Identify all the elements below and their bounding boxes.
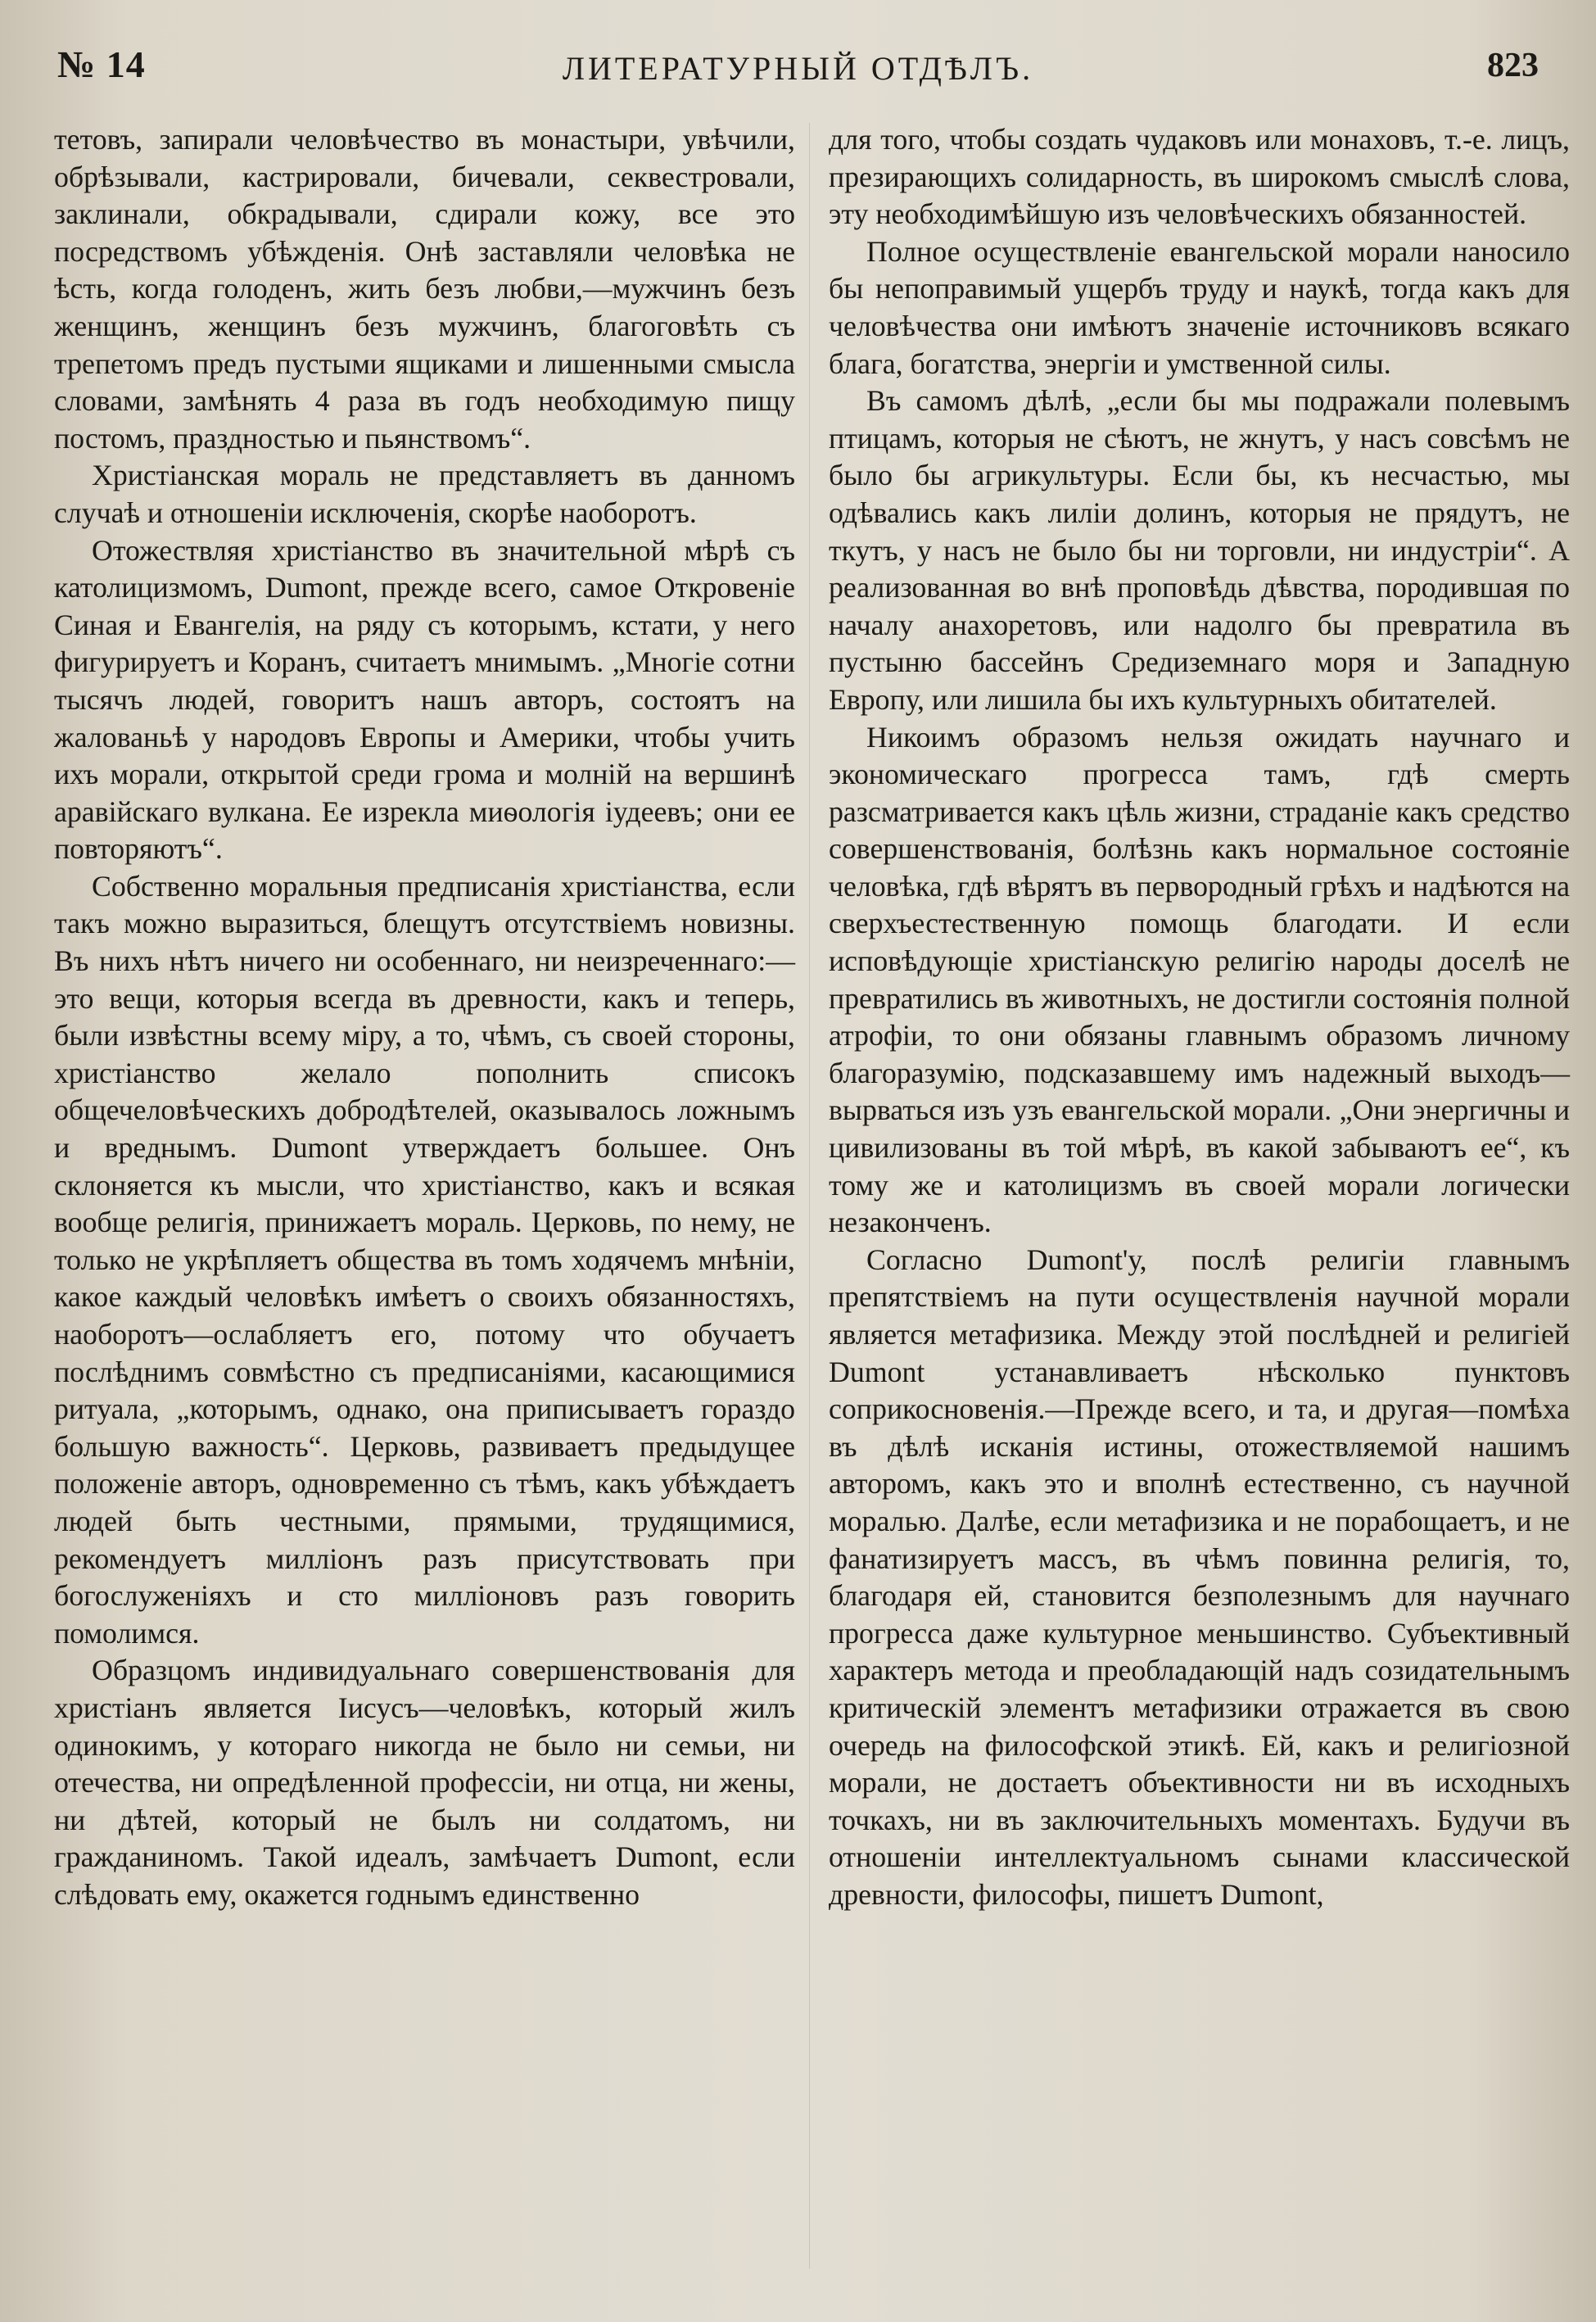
paragraph: Образцомъ индивидуальнаго совершенствованія для христіанъ является Іисусъ—человѣкъ, который жилъ одинокимъ, у котораго никогда не было ни семьи, ни отечества, ни опредѣленной профессіи, ни отца, ни жены, ни дѣтей, который не былъ ни солдатомъ, ни гражданиномъ. Такой идеалъ, замѣчаетъ Dumont, если слѣдовать ему, окажется годнымъ единственно (54, 1654, 795, 1911)
paragraph: Никоимъ образомъ нельзя ожидать научнаго и экономическаго прогресса тамъ, гдѣ смерть разсматривается какъ цѣль жизни, страданіе какъ средство совершенствованія, болѣзнь какъ нормальное состояніе человѣка, гдѣ вѣрятъ въ первородный грѣхъ и надѣются на сверхъестественную помощь благодати. И если исповѣдующіе христіанскую религію народы доселѣ не превратились въ животныхъ, не достигли состоянія полной атрофіи, то они обязаны главнымъ образомъ личному благоразумію, подсказавшему имъ надежный выходъ—вырваться изъ узъ евангельской морали. „Они энергичны и цивилизованы въ той мѣрѣ, въ какой забываютъ ее“, къ тому же и католицизмъ въ своей морали логически незаконченъ. (829, 720, 1570, 1239)
page-header (49, 43, 1547, 100)
paragraph: Согласно Dumont'у, послѣ религіи главнымъ препятствіемъ на пути осуществленія научной морали является метафизика. Между этой послѣдней и религіей Dumont устанавливаетъ нѣсколько пунктовъ соприкосновенія.—Прежде всего, и та, и другая—помѣха въ дѣлѣ исканія истины, отожествляемой нашимъ авторомъ, какъ это и вполнѣ естественно, съ научной моралью. Далѣе, если метафизика и не порабощаетъ, и не фанатизируетъ массъ, въ чѣмъ повинна религія, то, благодаря ей, становится безполезнымъ для научнаго прогресса даже культурное меньшинство. Субъективный характеръ метода и преобладающій надъ созидательнымъ критическій элементъ метафизики отражается въ свою очередь на философской этикѣ. Ей, какъ и религіозной морали, не достаетъ объективности ни въ исходныхъ точкахъ, ни въ заключительныхъ моментахъ. Будучи въ отношеніи интеллектуальномъ сынами классической древности, философы, пишетъ Dumont, (829, 1242, 1570, 1911)
paragraph: Христіанская мораль не представляетъ въ данномъ случаѣ и отношеніи исключенія, скорѣе наоборотъ. (54, 459, 795, 529)
right-column (829, 121, 1570, 1914)
paragraph: Въ самомъ дѣлѣ, „если бы мы подражали полевымъ птицамъ, которыя не сѣютъ, не жнутъ, у насъ совсѣмъ не было бы агрикультуры. Если бы, къ несчастью, мы одѣвались какъ лиліи долинъ, которыя не прядутъ, не ткутъ, у насъ не было бы ни торговли, ни индустріи“. А реализованная во внѣ проповѣдь дѣвства, породившая по началу анахоретовъ, или надолго бы превратила въ пустыню бассейнъ Средиземнаго моря и Западную Европу, или лишила бы ихъ культурныхъ обитателей. (829, 384, 1570, 716)
paragraph: для того, чтобы создать чудаковъ или монаховъ, т.-е. лицъ, презирающихъ солидарность, въ широкомъ смыслѣ слова, эту необходимѣйшую изъ человѣческихъ обязанностей. (829, 123, 1570, 231)
paragraph: Полное осуществленіе евангельской морали наносило бы непоправимый ущербъ труду и наукѣ, тогда какъ для человѣчества они имѣютъ значеніе источниковъ всякаго блага, богатства, энергіи и умственной силы. (829, 234, 1570, 380)
column-divider (809, 123, 810, 2269)
paragraph: Собственно моральныя предписанія христіанства, если такъ можно выразиться, блещутъ отсутствіемъ новизны. Въ нихъ нѣтъ ничего ни особеннаго, ни неизреченнаго:—это вещи, которыя всегда въ древности, какъ и теперь, были извѣстны всему міру, а то, чѣмъ, съ своей стороны, христіанство желало пополнить списокъ общечеловѣческихъ добродѣтелей, оказывалось ложнымъ и вреднымъ. Dumont утверждаетъ большее. Онъ склоняется къ мысли, что христіанство, какъ и всякая вообще религія, принижаетъ мораль. Церковь, по нему, не только не укрѣпляетъ общества въ томъ ходячемъ мнѣніи, какое каждый человѣкъ имѣетъ о своихъ обязанностяхъ, наоборотъ—ослабляетъ его, потому что обучаетъ послѣднимъ совмѣстно съ предписаніями, касающимися ритуала, „которымъ, однако, она приписываетъ гораздо большую важность“. Церковь, развиваетъ предыдущее положеніе авторъ, одновременно съ тѣмъ, какъ убѣждаетъ людей быть честными, прямыми, трудящимися, рекомендуетъ милліонъ разъ присутствовать при богослуженіяхъ и сто милліоновъ разъ говорить помолимся. (54, 869, 795, 1650)
paragraph: тетовъ, запирали человѣчество въ монастыри, увѣчили, обрѣзывали, кастрировали, бичевали, секвестровали, заклинали, обкрадывали, сдирали кожу, все это посредствомъ убѣжденія. Онѣ заставляли человѣка не ѣсть, когда голоденъ, жить безъ любви,—мужчинъ безъ женщинъ, женщинъ безъ мужчинъ, благоговѣть съ трепетомъ предъ пустыми ящиками и лишенными смысла словами, замѣнять 4 раза въ годъ необходимую пищу постомъ, праздностью и пьянствомъ“. (54, 123, 795, 455)
issue-number: № 14 (57, 43, 146, 85)
section-title: ЛИТЕРАТУРНЫЙ ОТДѢЛЪ. (562, 50, 1034, 87)
paragraph: Отожествляя христіанство въ значительной мѣрѣ съ католицизмомъ, Dumont, прежде всего, самое Откровеніе Синая и Евангелія, на ряду съ которымъ, кстати, у него фигурируетъ и Коранъ, считаетъ мнимымъ. „Многіе сотни тысячъ людей, говоритъ нашъ авторъ, состоятъ на жалованьѣ у народовъ Европы и Америки, чтобы учить ихъ морали, открытой среди грома и молній на вершинѣ аравійскаго вулкана. Ее изрекла миѳологія іудеевъ; они ее повторяютъ“. (54, 533, 795, 866)
left-column (54, 121, 795, 1914)
page-number: 823 (1487, 47, 1539, 84)
